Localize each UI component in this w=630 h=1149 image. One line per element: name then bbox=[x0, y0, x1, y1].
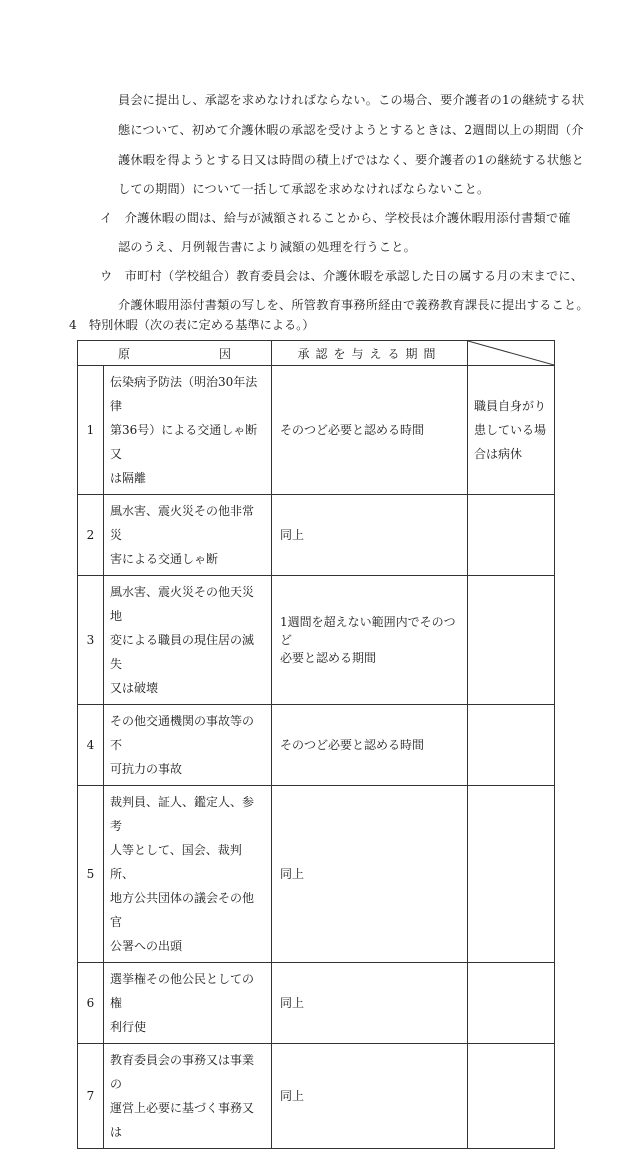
period-line: 同上 bbox=[280, 528, 305, 542]
cause-line: 運営上必要に基づく事務又は bbox=[110, 1101, 255, 1139]
period-line: そのつど必要と認める時間 bbox=[280, 423, 425, 437]
cause-line: は隔離 bbox=[110, 471, 147, 485]
table-header-row bbox=[78, 341, 555, 366]
period-line: そのつど必要と認める時間 bbox=[280, 738, 425, 752]
note-line: 職員自身がり bbox=[474, 399, 547, 413]
cause-line: 教育委員会の事務又は事業の bbox=[110, 1053, 255, 1091]
row-number: 2 bbox=[78, 495, 104, 576]
row-note bbox=[468, 576, 555, 705]
row-cause bbox=[104, 786, 272, 963]
period-line: 同上 bbox=[280, 867, 305, 881]
row-number: 4 bbox=[78, 705, 104, 786]
text-line: イ 介護休暇の間は、給与が減額されることから、学校長は介護休暇用添付書類で確 bbox=[100, 211, 571, 225]
row-note bbox=[468, 1044, 555, 1149]
text-line: 認のうえ、月例報告書により減額の処理を行うこと。 bbox=[118, 240, 417, 254]
table-row bbox=[78, 963, 555, 1044]
cause-line: その他交通機関の事故等の不 bbox=[110, 714, 255, 752]
row-period bbox=[272, 576, 468, 705]
row-number: 3 bbox=[78, 576, 104, 705]
cause-line: 又は破壊 bbox=[110, 681, 159, 695]
table-row bbox=[78, 576, 555, 705]
text-line: 護休暇を得ようとする日又は時間の積上げではなく、要介護者の1の継続する状態と bbox=[118, 153, 585, 167]
table-row bbox=[78, 495, 555, 576]
special-leave-table bbox=[77, 340, 555, 1149]
note-line: 合は病休 bbox=[474, 447, 523, 461]
row-cause bbox=[104, 1044, 272, 1149]
text-line: 介護休暇用添付書類の写しを、所管教育事務所経由で義務教育課長に提出すること。 bbox=[118, 298, 589, 312]
cause-line: 利行使 bbox=[110, 1020, 147, 1034]
row-cause bbox=[104, 705, 272, 786]
cause-line: 第36号）による交通しゃ断又 bbox=[110, 423, 258, 461]
text-line: しての期間）について一括して承認を求めなければならないこと。 bbox=[118, 182, 490, 196]
row-period bbox=[272, 786, 468, 963]
row-period bbox=[272, 495, 468, 576]
cause-line: 裁判員、証人、鑑定人、参考 bbox=[110, 795, 255, 833]
text-line: 態について、初めて介護休暇の承認を受けようとするときは、2週間以上の期間（介 bbox=[118, 123, 584, 137]
header-diagonal-cell bbox=[468, 341, 555, 366]
table-row bbox=[78, 705, 555, 786]
cause-line: 選挙権その他公民としての権 bbox=[110, 972, 255, 1010]
header-cause-right: 因 bbox=[218, 346, 231, 361]
section-heading: 4 特別休暇（次の表に定める基準による。） bbox=[69, 318, 315, 332]
header-cause bbox=[78, 341, 272, 366]
cause-line: 風水害、震火災その他天災地 bbox=[110, 585, 255, 623]
period-line: 1週間を超えない範囲内でそのつど bbox=[280, 615, 456, 647]
header-period: 承認を与える期間 bbox=[272, 341, 468, 366]
row-number: 1 bbox=[78, 366, 104, 495]
row-number: 7 bbox=[78, 1044, 104, 1149]
row-note bbox=[468, 366, 555, 495]
text-line: 員会に提出し、承認を求めなければならない。この場合、要介護者の1の継続する状 bbox=[118, 93, 585, 107]
row-cause bbox=[104, 576, 272, 705]
period-line: 同上 bbox=[280, 1089, 305, 1103]
note-line: 患している場 bbox=[474, 423, 547, 437]
row-period bbox=[272, 705, 468, 786]
row-number: 5 bbox=[78, 786, 104, 963]
table-row bbox=[78, 366, 555, 495]
period-line: 必要と認める期間 bbox=[280, 651, 377, 665]
table-row bbox=[78, 1044, 555, 1149]
row-period bbox=[272, 366, 468, 495]
cause-line: 可抗力の事故 bbox=[110, 762, 183, 776]
period-line: 同上 bbox=[280, 996, 305, 1010]
header-cause-left: 原 bbox=[118, 346, 131, 361]
cause-line: 害による交通しゃ断 bbox=[110, 552, 219, 566]
cause-line: 人等として、国会、裁判所、 bbox=[110, 843, 242, 881]
cause-line: 風水害、震火災その他非常災 bbox=[110, 504, 255, 542]
cause-line: 伝染病予防法（明治30年法律 bbox=[110, 375, 258, 413]
row-note bbox=[468, 495, 555, 576]
cause-line: 地方公共団体の議会その他官 bbox=[110, 891, 255, 929]
row-note bbox=[468, 963, 555, 1044]
cause-line: 公署への出頭 bbox=[110, 939, 183, 953]
row-cause bbox=[104, 366, 272, 495]
row-cause bbox=[104, 963, 272, 1044]
row-note bbox=[468, 786, 555, 963]
row-period bbox=[272, 963, 468, 1044]
row-number: 6 bbox=[78, 963, 104, 1044]
row-cause bbox=[104, 495, 272, 576]
row-period bbox=[272, 1044, 468, 1149]
table-row bbox=[78, 786, 555, 963]
cause-line: 変による職員の現住居の滅失 bbox=[110, 633, 255, 671]
row-note bbox=[468, 705, 555, 786]
text-line: ウ 市町村（学校組合）教育委員会は、介護休暇を承認した日の属する月の末までに、 bbox=[100, 269, 584, 283]
diagonal-line bbox=[468, 341, 554, 365]
